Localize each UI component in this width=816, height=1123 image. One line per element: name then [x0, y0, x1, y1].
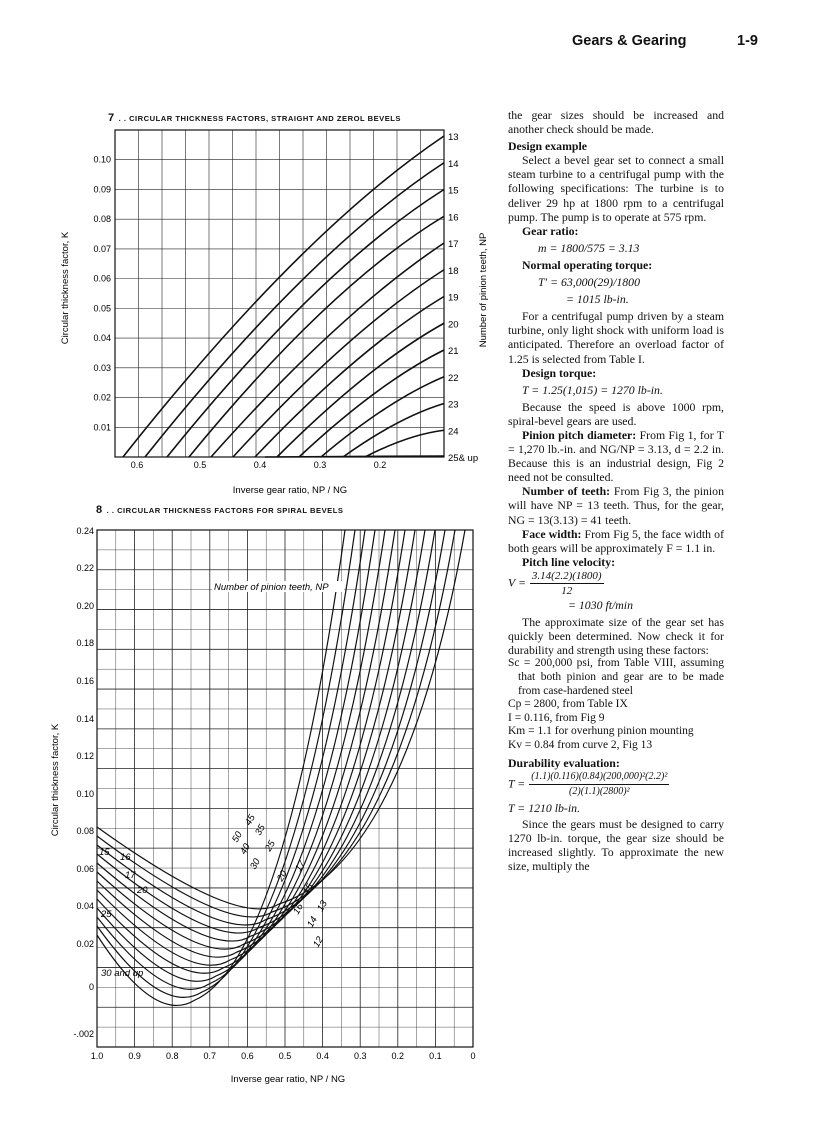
- fig7-curve-label: 17: [448, 239, 459, 250]
- factor-km: Km = 1.1 for overhung pinion mounting: [508, 725, 694, 738]
- fig8-right-curve-label: 40: [238, 841, 253, 857]
- fig8-x-tick-label: 0.3: [353, 1051, 367, 1061]
- fig8-x-tick-label: 0.9: [128, 1051, 141, 1061]
- fig8-x-tick-label: 0.2: [391, 1051, 405, 1061]
- fig8-right-curve-label: 12: [311, 934, 326, 950]
- fig8-left-curve-label: 17: [125, 870, 136, 881]
- fig7-x-axis-label: Inverse gear ratio, NP / NG: [232, 485, 348, 496]
- fig8-y-tick-label: 0: [88, 982, 94, 992]
- fig7-curve-label: 21: [448, 346, 459, 357]
- fig7-x-tick-label: 0.3: [313, 460, 327, 470]
- subhead-design-torque: Design torque:: [522, 365, 597, 380]
- fig7-y-tick-label: 0.03: [93, 362, 111, 373]
- eq-d-lhs: T =: [508, 776, 526, 791]
- fig8-y-tick-label: 0.14: [76, 714, 94, 724]
- para-design-spec: Select a bevel gear set to connect a small steam turbine to a centrifugal pump with the following specifications: The turbine is to deliver 29 hp at 1800 rpm to a centrifugal pump. The pump is to operate at 575 rpm.: [508, 153, 724, 224]
- factor-kv: Kv = 0.84 from curve 2, Fig 13: [508, 739, 653, 752]
- fig8-curve: [97, 530, 395, 965]
- para-pitch-diameter: From Fig 1, for T = 1,270 lb.-in. and NG/NP = 3.13, d = 2.2 in. Because this is an industrial design, Fig 2 need not be consulted.: [508, 427, 724, 485]
- fig8-curves: [97, 530, 465, 1005]
- fig7-y-tick-label: 0.07: [93, 243, 111, 254]
- fig8-x-tick-label: 0.6: [241, 1051, 254, 1061]
- fig7-curve-label: 13: [448, 132, 459, 143]
- eq-v-denominator: 12: [561, 585, 573, 597]
- fig7-x-tick-label: 0.5: [193, 460, 207, 470]
- fig8-y-tick-label: 0.22: [76, 563, 94, 573]
- fig8-right-curve-label: 45: [243, 812, 258, 828]
- fig8-curve: [97, 530, 355, 997]
- fig8-x-tick-label: 0.8: [165, 1051, 179, 1061]
- para-overload: For a centrifugal pump driven by a steam turbine, only light shock with uniform load is anticipated. Therefore an overload factor of 1.25 is selected from Table I.: [508, 309, 724, 366]
- eq-design-torque: T = 1.25(1,015) = 1270 lb-in.: [522, 382, 663, 397]
- running-header-title: Gears & Gearing: [572, 33, 687, 49]
- fig7-y-axis-label: Circular thickness factor, K: [60, 231, 71, 345]
- eq-d-numerator: (1.1)(0.116)(0.84)(200,000)²(2.2)²: [529, 770, 669, 785]
- fig7-x-tick-label: 0.6: [130, 460, 144, 470]
- fig7-number: 7: [108, 112, 115, 124]
- fig8-y-tick-label: 0.04: [76, 901, 94, 911]
- eq-normal-torque-result: = 1015 lb-in.: [566, 292, 629, 307]
- fig8-curve: [97, 530, 345, 1005]
- fig8-x-tick-label: 0: [470, 1051, 476, 1061]
- para-check-factors: The approximate size of the gear set has quickly been determined. Now check it for durability and strength using these factors:: [508, 615, 724, 658]
- fig7-y-tick-label: 0.06: [93, 273, 111, 284]
- fig7-curve-label: 18: [448, 265, 459, 277]
- eq-d-denominator: (2)(1.1)(2800)²: [569, 785, 630, 797]
- fig8-number: 8: [96, 504, 103, 516]
- fig7-y-tick-label: 0.04: [93, 333, 111, 344]
- fig8-x-tick-label: 0.1: [429, 1051, 442, 1061]
- eq-pitch-velocity: [508, 569, 724, 598]
- fig8-right-curve-label: 25: [263, 838, 278, 854]
- fig8-y-tick-label: 0.06: [76, 864, 94, 874]
- fig7-y-tick-label: 0.09: [93, 184, 111, 195]
- eq-gear-ratio: m = 1800/575 = 3.13: [538, 240, 640, 255]
- fig7-curve-label: 20: [448, 319, 459, 331]
- eq-velocity-result: = 1030 ft/min: [568, 598, 633, 613]
- eq-v-numerator: 3.14(2.2)(1800): [530, 569, 604, 584]
- eq-normal-torque: T′ = 63,000(29)/1800: [538, 275, 640, 290]
- subhead-normal-torque: Normal operating torque:: [522, 257, 653, 272]
- fig8-y-tick-label: 0.20: [76, 601, 94, 611]
- fig8-right-curve-label: 17: [293, 858, 308, 874]
- para-number-of-teeth: From Fig 3, the pinion will have NP = 13 teeth. Thus, for the gear, NG = 13(3.13) = 41 teeth.: [508, 484, 724, 527]
- fig8-curve: [97, 530, 365, 989]
- fig8-left-curve-label: 20: [137, 885, 148, 896]
- subhead-number-of-teeth: Number of teeth:: [522, 484, 611, 499]
- subhead-gear-ratio: Gear ratio:: [522, 223, 579, 238]
- fig7-curve-label: 14: [448, 158, 459, 170]
- factor-i: I = 0.116, from Fig 9: [508, 711, 605, 724]
- fig7-curve-label: 16: [448, 212, 459, 224]
- heading-durability: Durability evaluation:: [508, 755, 620, 770]
- fig8-y-tick-label: 0.08: [76, 826, 94, 836]
- fig8-x-tick-label: 0.4: [316, 1051, 329, 1061]
- para-conclusion: Since the gears must be designed to carry 1270 lb-in. torque, the gear size should be increased slightly. To approximate the new size, multiply the: [508, 817, 724, 874]
- fig8-y-tick-label: 0.24: [76, 526, 94, 536]
- text-column: [508, 108, 724, 873]
- fig8-left-curve-label: 15: [99, 847, 110, 858]
- fig8-y-tick-label: 0.12: [76, 751, 94, 761]
- fig8-right-curve-label: 13: [315, 898, 330, 914]
- fig7-y-tick-label: 0.10: [93, 154, 111, 165]
- fig8-left-curve-label: 30 and up: [101, 968, 144, 979]
- fig8-right-curve-label: 14: [305, 914, 320, 930]
- fig8-title-text: . . CIRCULAR THICKNESS FACTORS FOR SPIRAL BEVELS: [106, 506, 344, 515]
- fig8-y-tick-label: -.002: [73, 1029, 94, 1039]
- eq-durability-result: T = 1210 lb-in.: [508, 800, 580, 815]
- fig8-right-curve-label: 35: [253, 822, 268, 838]
- fig8-left-curve-label: 25: [101, 909, 112, 920]
- subhead-face-width: Face width:: [522, 526, 582, 541]
- fig8-y-tick-label: 0.02: [76, 939, 94, 949]
- fig8-y-tick-label: 0.18: [76, 638, 94, 648]
- para-speed: Because the speed is above 1000 rpm, spiral-bevel gears are used.: [508, 399, 724, 428]
- fig8-right-curve-label: 16: [291, 901, 306, 917]
- fig8-right-curve-label: 50: [230, 829, 245, 845]
- page-number: 1-9: [737, 33, 758, 49]
- subhead-pitch-diameter: Pinion pitch diameter:: [522, 427, 637, 442]
- fig8-left-curve-label: 16: [120, 852, 131, 863]
- fig8-y-tick-label: 0.16: [76, 676, 94, 686]
- fig7-curve-label: 22: [448, 372, 459, 384]
- fig7-curve-label: 15: [448, 185, 459, 197]
- eq-v-lhs: V =: [508, 575, 526, 590]
- eq-durability: [508, 770, 724, 799]
- subhead-pitch-velocity: Pitch line velocity:: [522, 554, 616, 569]
- factor-cp: Cp = 2800, from Table IX: [508, 698, 628, 711]
- fig8-curve: [97, 530, 375, 981]
- fig8-right-curve-label: 30: [248, 856, 263, 872]
- fig8-x-tick-label: 0.5: [278, 1051, 292, 1061]
- fig7-curve-label: 25& up: [448, 453, 479, 464]
- fig8-teeth-label: Number of pinion teeth, NP: [214, 582, 329, 593]
- fig8-right-curve-label: 20: [275, 868, 290, 884]
- fig8-x-tick-label: 1.0: [90, 1051, 104, 1061]
- fig7-y-tick-label: 0.01: [93, 422, 111, 433]
- fig8-x-axis-label: Inverse gear ratio, NP / NG: [230, 1074, 346, 1085]
- fig7-x-tick-label: 0.4: [253, 460, 267, 470]
- fig7-title-text: . . CIRCULAR THICKNESS FACTORS, STRAIGHT AND ZEROL BEVELS: [118, 114, 401, 123]
- para-intro: the gear sizes should be increased and another check should be made.: [508, 108, 724, 137]
- fig7-y-tick-label: 0.02: [93, 392, 111, 403]
- fig7-y-tick-label: 0.08: [93, 214, 111, 225]
- fig8-y-axis-label: Circular thickness factor, K: [50, 723, 61, 837]
- fig7-y-tick-label: 0.05: [93, 303, 111, 314]
- fig7-right-label: Number of pinion teeth, NP: [478, 232, 489, 348]
- para-face-width: From Fig 5, the face width of both gears will be approximately F = 1.1 in.: [508, 526, 724, 555]
- fig7-x-tick-label: 0.2: [373, 460, 387, 470]
- fig8-grid: [97, 530, 473, 1047]
- fig8-right-curve-label: 15: [301, 881, 316, 897]
- fig8-x-tick-label: 0.7: [203, 1051, 217, 1061]
- heading-design-example: Design example: [508, 139, 587, 154]
- fig7-curve-label: 19: [448, 292, 459, 304]
- factor-sc: Sc = 200,000 psi, from Table VIII, assuming that both pinion and gear are to be made from case-hardened steel: [508, 657, 724, 697]
- fig7-curve-label: 24: [448, 426, 459, 438]
- fig8-y-tick-label: 0.10: [76, 789, 94, 799]
- fig7-curve-label: 23: [448, 399, 459, 411]
